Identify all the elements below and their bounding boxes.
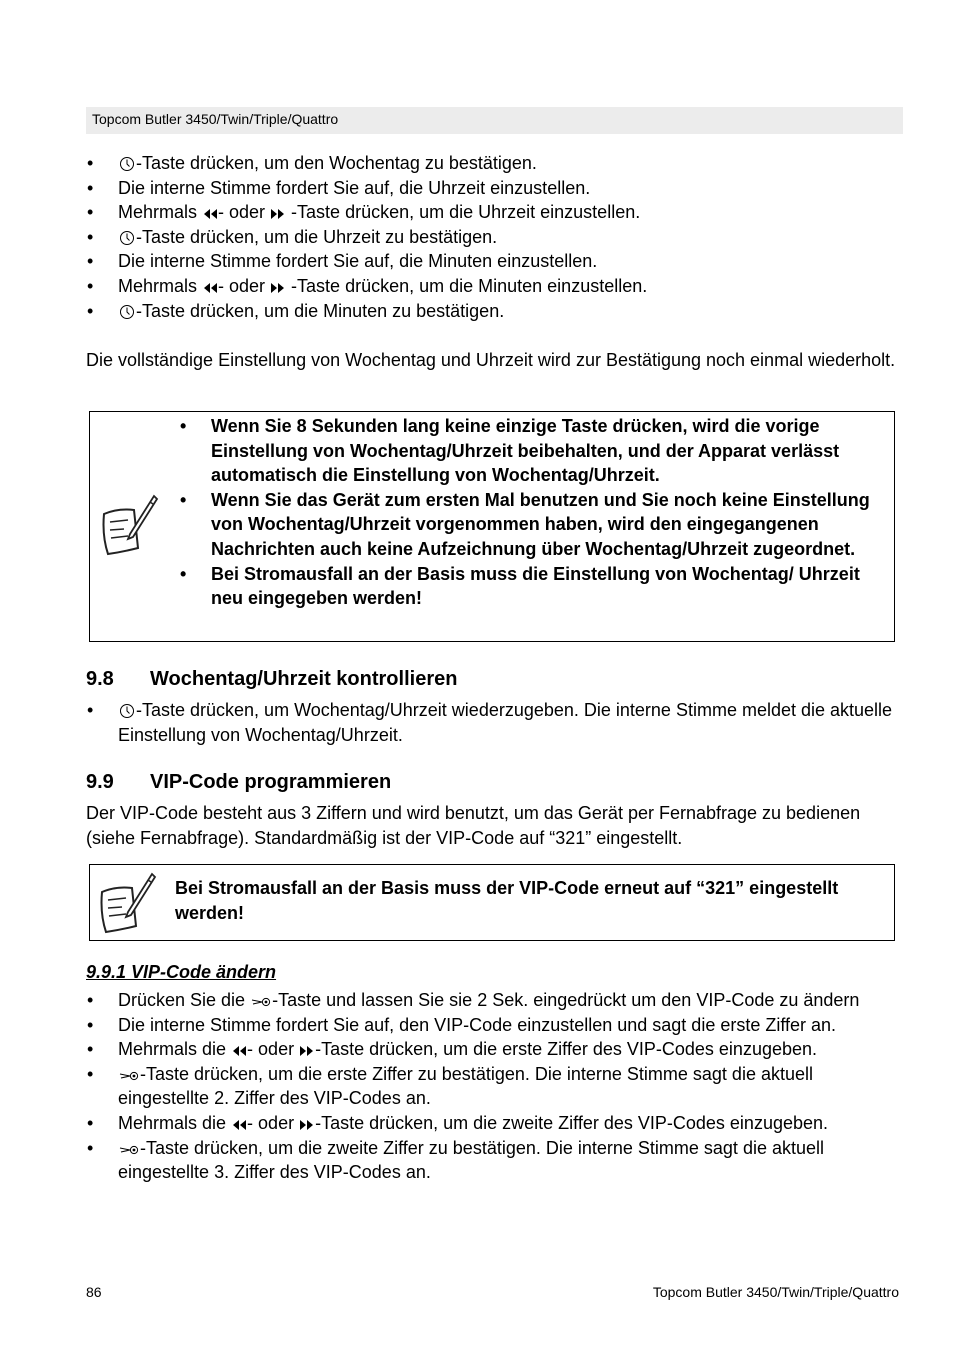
forward-icon	[299, 1044, 315, 1056]
rewind-icon	[231, 1118, 247, 1130]
list-item: • Die interne Stimme fordert Sie auf, die Uhrzeit einzustellen.	[87, 177, 591, 198]
subsection-heading-9-9-1: 9.9.1 VIP-Code ändern	[86, 962, 277, 982]
note-pencil-icon	[98, 870, 158, 941]
list-item: • -Taste drücken, um die erste Ziffer zu bestätigen. Die interne Stimme sagt die aktuell eingestellte 2. Ziffer des VIP-Codes an.	[87, 1063, 813, 1109]
key-icon	[118, 1069, 140, 1081]
vip-code-steps-list	[86, 988, 901, 1185]
clock-icon	[118, 303, 136, 321]
rewind-icon	[202, 281, 218, 293]
rewind-icon	[231, 1044, 247, 1056]
section-heading-9-9: 9.9 VIP-Code programmieren	[86, 771, 392, 793]
clock-icon	[118, 229, 136, 247]
note-pencil-icon	[100, 492, 160, 563]
forward-icon	[299, 1118, 315, 1130]
page-number: 86	[86, 1284, 102, 1300]
header-bar	[86, 107, 903, 134]
list-item: • Die interne Stimme fordert Sie auf, den VIP-Code einzustellen und sagt die erste Ziffer an.	[87, 1014, 837, 1035]
note-item: • Wenn Sie 8 Sekunden lang keine einzige Taste drücken, wird die vorige Einstellung von Wochentag/Uhrzeit beibehalten, und der Apparat verlässt automatisch die Einstellung von Wochentag/Uhrzeit.	[180, 416, 840, 486]
vip-code-paragraph: Der VIP-Code besteht aus 3 Ziffern und wird benutzt, um das Gerät per Fernabfrage zu bedienen (siehe Fernabfrage). Standardmäßig ist der VIP-Code auf “321” eingestellt.	[86, 803, 861, 848]
note-list	[180, 414, 885, 611]
footer-title: Topcom Butler 3450/Twin/Triple/Quattro	[652, 1284, 899, 1300]
clock-icon	[118, 702, 136, 720]
list-item: • Mehrmals - oder -Taste drücken, um die Uhrzeit einzustellen.	[87, 202, 641, 223]
note-item: • Bei Stromausfall an der Basis muss die Einstellung von Wochentag/ Uhrzeit neu eingegeben werden!	[180, 563, 860, 609]
note-item: • Wenn Sie das Gerät zum ersten Mal benutzen und Sie noch keine Einstellung von Wochentag/Uhrzeit vorgenommen haben, wird den eingegangenen Nachrichten auch keine Aufzeichnung über Wochentag/Uhrzeit zugeordnet.	[180, 489, 870, 559]
clock-icon	[118, 155, 136, 173]
header-title: Topcom Butler 3450/Twin/Triple/Quattro	[92, 111, 339, 127]
section-9-8-list	[86, 698, 901, 747]
list-item: • Mehrmals - oder -Taste drücken, um die Minuten einzustellen.	[87, 275, 648, 296]
list-item: • -Taste drücken, um die Uhrzeit zu bestätigen.	[87, 226, 498, 247]
list-item: • Mehrmals die - oder -Taste drücken, um die zweite Ziffer des VIP-Codes einzugeben.	[87, 1112, 829, 1133]
rewind-icon	[202, 207, 218, 219]
list-item: • Mehrmals die - oder -Taste drücken, um die erste Ziffer des VIP-Codes einzugeben.	[87, 1039, 818, 1060]
note-box-time-settings	[89, 411, 895, 642]
note-box-vip-code	[89, 864, 895, 941]
forward-icon	[270, 207, 286, 219]
settings-steps-list	[86, 151, 901, 323]
section-heading-9-8: 9.8 Wochentag/Uhrzeit kontrollieren	[86, 668, 458, 690]
list-item: • -Taste drücken, um die zweite Ziffer zu bestätigen. Die interne Stimme sagt die aktuell eingestellte 3. Ziffer des VIP-Codes an.	[87, 1137, 824, 1183]
list-item: • Drücken Sie die -Taste und lassen Sie sie 2 Sek. eingedrückt um den VIP-Code zu ändern	[87, 990, 860, 1010]
list-item: • -Taste drücken, um den Wochentag zu bestätigen.	[87, 153, 537, 173]
list-item: • -Taste drücken, um Wochentag/Uhrzeit wiederzugeben. Die interne Stimme meldet die aktuelle Einstellung von Wochentag/Uhrzeit.	[87, 700, 893, 745]
list-item: • -Taste drücken, um die Minuten zu bestätigen.	[87, 300, 505, 321]
list-item: • Die interne Stimme fordert Sie auf, die Minuten einzustellen.	[87, 251, 598, 272]
key-icon	[250, 995, 272, 1007]
forward-icon	[270, 281, 286, 293]
key-icon	[118, 1143, 140, 1155]
note-text: Bei Stromausfall an der Basis muss der VIP-Code erneut auf “321” eingestellt werden!	[175, 878, 839, 923]
confirmation-paragraph: Die vollständige Einstellung von Wochentag und Uhrzeit wird zur Bestätigung noch einmal wiederholt.	[86, 350, 896, 370]
